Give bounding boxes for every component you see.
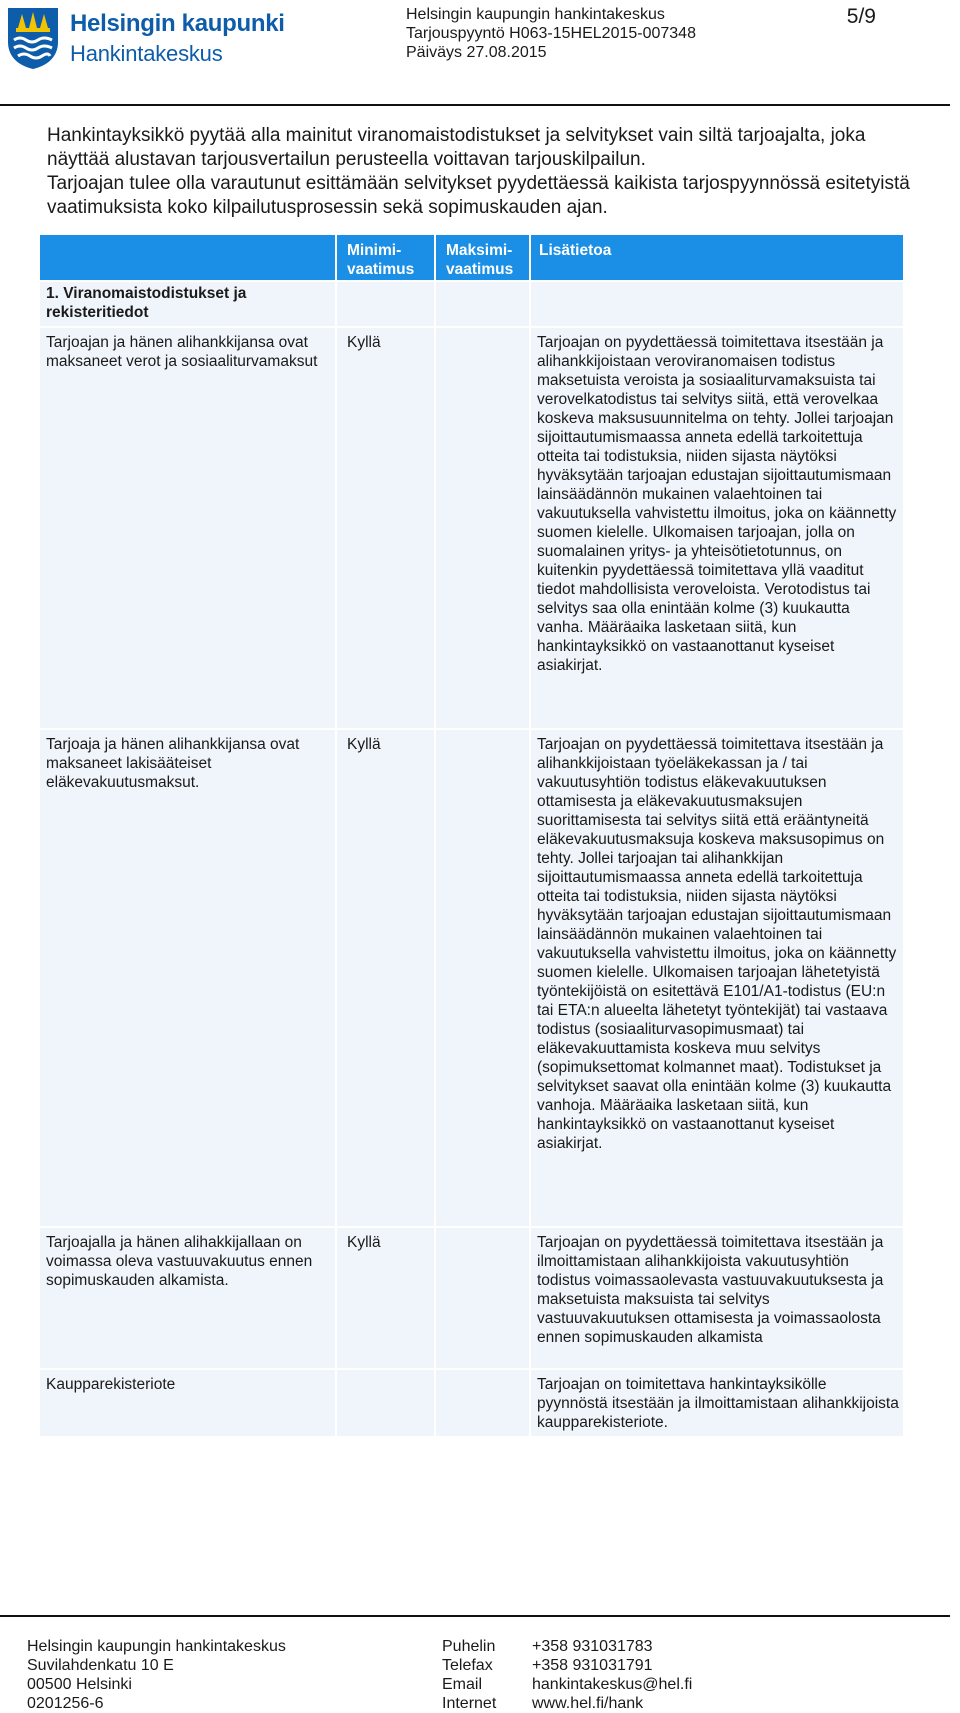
min-requirement-cell: Kyllä [337, 328, 434, 728]
header-cell-info: Lisätietoa [531, 235, 903, 280]
section-row [40, 282, 903, 326]
section-title: 1. Viranomaistodistukset ja rekisteritiedot [40, 282, 335, 326]
table-row [40, 328, 903, 728]
header-meta [406, 5, 696, 62]
footer-divider [0, 1615, 950, 1617]
info-cell: Tarjoajan on toimitettava hankintayksikölle pyynnöstä itsestään ja ilmoittamistaan alihankkijoista kaupparekisteriote. [531, 1370, 903, 1436]
min-requirement-cell [337, 1370, 434, 1436]
footer-contact-values [532, 1637, 692, 1713]
footer-label-email: Email [442, 1676, 483, 1693]
header-document-id: Tarjouspyyntö H063-15HEL2015-007348 [406, 25, 696, 42]
max-requirement-cell [436, 1370, 529, 1436]
footer-label-internet: Internet [442, 1695, 497, 1712]
table-row [40, 730, 903, 1226]
requirement-cell: Tarjoajalla ja hänen alihakkijallaan on voimassa oleva vastuuvakuutus ennen sopimuskauden alkamista. [40, 1228, 335, 1368]
logo-subtitle: Hankintakeskus [70, 41, 223, 66]
footer-contact-labels [442, 1637, 496, 1713]
max-requirement-cell [436, 328, 529, 728]
header-cell-max: Maksimi-vaatimus [436, 235, 529, 280]
logo-title: Helsingin kaupunki [70, 10, 285, 37]
header-cell-requirement [40, 235, 335, 280]
helsinki-crest-icon [6, 6, 60, 70]
info-cell: Tarjoajan on pyydettäessä toimitettava itsestään ja ilmoittamistaan alihankkijoista vakuutusyhtiön todistus voimassaolevasta vastuuvakuutuksesta ja maksetuista maksuista tai selvitys vastuuvakuutuksen ottamisesta ja voimassaolosta ennen sopimuskauden alkamista [531, 1228, 903, 1368]
requirement-cell: Kaupparekisteriote [40, 1370, 335, 1436]
footer-website-link[interactable]: www.hel.fi/hank [532, 1695, 644, 1712]
requirement-cell: Tarjoaja ja hänen alihankkijansa ovat maksaneet lakisääteiset eläkevakuutusmaksut. [40, 730, 335, 1226]
info-cell: Tarjoajan on pyydettäessä toimitettava itsestään ja alihankkijoistaan työeläkekassan ja / tai vakuutusyhtiön todistus eläkevakuutuksen ottamisesta ja eläkevakuutusmaksujen suorittamisesta tai selvitys siitä että erääntyneitä eläkevakuutusmaksuja koskeva maksusopimus on tehty. Jollei tarjoajan tai alihankkijan sijoittautumismaassa anneta edellä tarkoitettuja otteita tai todistuksia, niiden sijasta näytöksi hyväksytään tarjoajan edustajan sijoittautumismaan lainsäädännön mukainen valaehtoinen tai vakuutuksella vahvistettu ilmoitus, joka on käännetty suomen kielelle. Ulkomaisen tarjoajan lähetetyistä työntekijöistä on esitettävä E101/A1-todistus (EU:n tai ETA:n alueelta lähetetyt työntekijät) tai vastaava todistus (sosiaaliturvasopimusmaat) tai eläkevakuuttamista koskeva muu selvitys (sopimuksettomat kolmannet maat). Todistukset ja selvitykset saavat olla enintään kolme (3) kuukautta vanhoja. Määräaika lasketaan siitä, kun hankintayksikkö on vastaanottanut kyseiset asiakirjat. [531, 730, 903, 1226]
min-requirement-cell: Kyllä [337, 730, 434, 1226]
table-header-row [40, 235, 903, 280]
intro-paragraph-1: Hankintayksikkö pyytää alla mainitut viranomaistodistukset ja selvitykset vain siltä tarjoajalta, joka näyttää alustavan tarjousvertailun perusteella voittavan tarjouskilpailun. [47, 125, 866, 170]
requirements-table [38, 233, 905, 1438]
intro-text [47, 124, 927, 220]
header-organization: Helsingin kaupungin hankintakeskus [406, 6, 665, 23]
info-cell: Tarjoajan on pyydettäessä toimitettava itsestään ja alihankkijoistaan veroviranomaisen todistus maksetuista veroista ja sosiaaliturvamaksuista tai verovelkatodistus tai selvitys siitä, että verovelkaa koskeva maksusuunnitelma on tehty. Jollei tarjoajan sijoittautumismaassa anneta edellä tarkoitettuja otteita tai todistuksia, niiden sijasta näytöksi hyväksytään tarjoajan edustajan sijoittautumismaan lainsäädännön mukainen valaehtoinen tai vakuutuksella vahvistettu ilmoitus, joka on käännetty suomen kielelle. Ulkomaisen tarjoajan, jolla on suomalainen yritys- ja yhteisötietotunnus, on kuitenkin pyydettäessä toimitettava yllä vaaditut tiedot mahdollisista veroveloista. Verotodistus tai selvitys saa olla enintään kolme (3) kuukautta vanha. Määräaika lasketaan siitä, kun hankintayksikkö on vastaanottanut kyseiset asiakirjat. [531, 328, 903, 728]
footer-street: Suvilahdenkatu 10 E [27, 1657, 174, 1674]
footer-organization: Helsingin kaupungin hankintakeskus [27, 1638, 286, 1655]
max-requirement-cell [436, 1228, 529, 1368]
footer-label-phone: Puhelin [442, 1638, 496, 1655]
requirement-cell: Tarjoajan ja hänen alihankkijansa ovat maksaneet verot ja sosiaaliturvamaksut [40, 328, 335, 728]
footer-postal: 00500 Helsinki [27, 1676, 132, 1693]
logo [6, 6, 285, 70]
footer-email-link[interactable]: hankintakeskus@hel.fi [532, 1676, 693, 1693]
footer-fax: +358 931031791 [532, 1657, 653, 1674]
header-cell-min: Minimi-vaatimus [337, 235, 434, 280]
footer-address [27, 1637, 286, 1713]
header-date: Päiväys 27.08.2015 [406, 44, 547, 61]
table-row [40, 1228, 903, 1368]
footer-label-fax: Telefax [442, 1657, 493, 1674]
header-divider [0, 104, 950, 106]
min-requirement-cell: Kyllä [337, 1228, 434, 1368]
max-requirement-cell [436, 730, 529, 1226]
table-row [40, 1370, 903, 1436]
footer-business-id: 0201256-6 [27, 1695, 104, 1712]
intro-paragraph-2: Tarjoajan tulee olla varautunut esittämään selvitykset pyydettäessä kaikista tarjospyynnössä esitetyistä vaatimuksista koko kilpailutusprosessin sekä sopimuskauden ajan. [47, 173, 910, 218]
footer-phone: +358 931031783 [532, 1638, 653, 1655]
page-number: 5/9 [846, 5, 876, 28]
